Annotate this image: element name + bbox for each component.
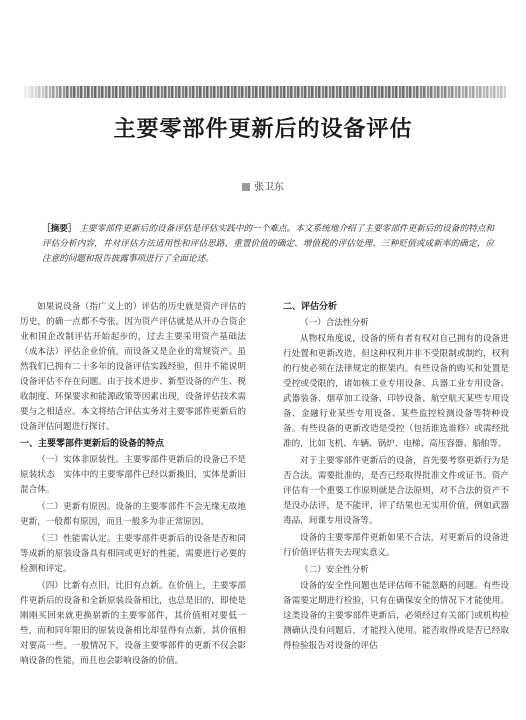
header-decoration-fade	[24, 86, 506, 98]
subsection1-paragraph3: 设备的主要零部件更新如果不合法，对更新后的设备进行价值评估将失去现实意义。	[283, 533, 509, 558]
abstract	[42, 222, 494, 267]
article-title: 主要零部件更新后的设备评估	[113, 116, 413, 142]
section1-item2: （二）更新有原因。设备的主要零部件不会无缘无故地更新，一般都有原因，而且一般多为非正常原因。	[20, 502, 246, 527]
author-name: 张卫东	[254, 182, 284, 193]
abstract-text: 主要零部件更新后的设备评估是评估实践中的一个难点。本文系统地介绍了主要零部件更新后的设备的特点和评估分析内容，并对评估方法适用性和评估思路、重置价值的确定、增值税的评估处理、三种贬值或成新率的确定、应注意的问题和报告披露事项进行了全面论述。	[42, 224, 494, 264]
subsection2-heading: （二）安全性分析	[300, 565, 369, 575]
section1-item3: （三）性能需认定。主要零部件更新后的设备是否和同等成新的原装设备具有相同或更好的性能，需要进行必要的检测和评定。	[20, 534, 246, 574]
section1-item1: （一）实体非原装性。主要零部件更新后的设备已不是原装状态 实体中的主要零部件已经以新换旧，实体是新旧混合体。	[20, 455, 246, 495]
abstract-label: ［摘要］	[42, 224, 77, 234]
subsection1-paragraph2: 对于主要零部件更新后的设备，首先要考察更新行为是否合法。需要批准的，是否已经取得批准文件或证书。资产评估有一个重要工作原则就是合法原则，对不合法的资产不是没办法评，是不能评，评了结果也无实用价值，例如武器 毒品，间谍专用设备等。	[283, 456, 518, 526]
author-line	[0, 178, 526, 193]
section1-heading: 一、主要零部件更新后的设备的特点	[20, 439, 165, 449]
section1-item4: （四）比新有点旧，比旧有点新。在价值上，主要零部件更新后的设备和全新原装设备相比，也总是旧的，即使是刚刚买回来就更换崭新的主要零部件，其价值相对要低一些，而和同年限旧的原装设备相比却显得有点新，其价值相对要高一些。一般情况下，设备主要零部件的更新不仅会影响设备的性能，而且也会影响设备的价值。	[20, 581, 246, 666]
section2-heading: 二、评估分析	[283, 302, 338, 312]
right-column	[283, 300, 518, 656]
intro-paragraph: 如果说设备（指广义上的）评估的历史就是资产评估的历史，的确一点都不夸张。因为资产评估就是从开办合资企业和国企改制评估开始起步的，过去主要采用资产基础法（成本法）评估企业价值，而设备又是企业的常规资产。虽然我们已拥有二十多年的设备评估实践经验，但并不能说明设备评估不存在问题。由于技术进步、新型设备的产生、税收制度、环保要求和能源政策等因素出现，设备评估技术需要与之相适应。本文将结合评估实务对主要零部件更新后的设备评估问题进行探讨。	[20, 302, 246, 432]
square-bullet-icon	[242, 183, 250, 191]
subsection1-heading: （一）合法性分析	[300, 318, 369, 328]
left-column	[20, 300, 246, 671]
subsection1-paragraph1: 从物权角度说，设备的所有者有权对自己拥有的设备进行处置和更新改造，但这种权利并非不受限制或制约，权利的行使必须在法律规定的框架内。有些设备的购买和处置是受控或受限的，诸如核工业专用设备、兵器工业专用设备、武器装备、烟草加工设备、印钞设备、航空航天某些专用设备、金融行业某些专用设备、某些监控检测设备等特种设备。有些设备的更新改造是受控（包括谁选谁修）或需经批准的，比如飞机、车辆、锅炉、电梯、高压容器、船舶等。	[283, 334, 509, 449]
subsection2-paragraph1: 设备的安全性问题也是评估师不能忽略的问题。有些设备需要定期进行检验，只有在确保安全的情况下才能使用。这类设备的主要零部件更新后，必须经过有关部门或机构检测确认没有问题后，才能投入使用。能否取得或是否已经取得检验报告对设备的评估	[283, 581, 509, 651]
